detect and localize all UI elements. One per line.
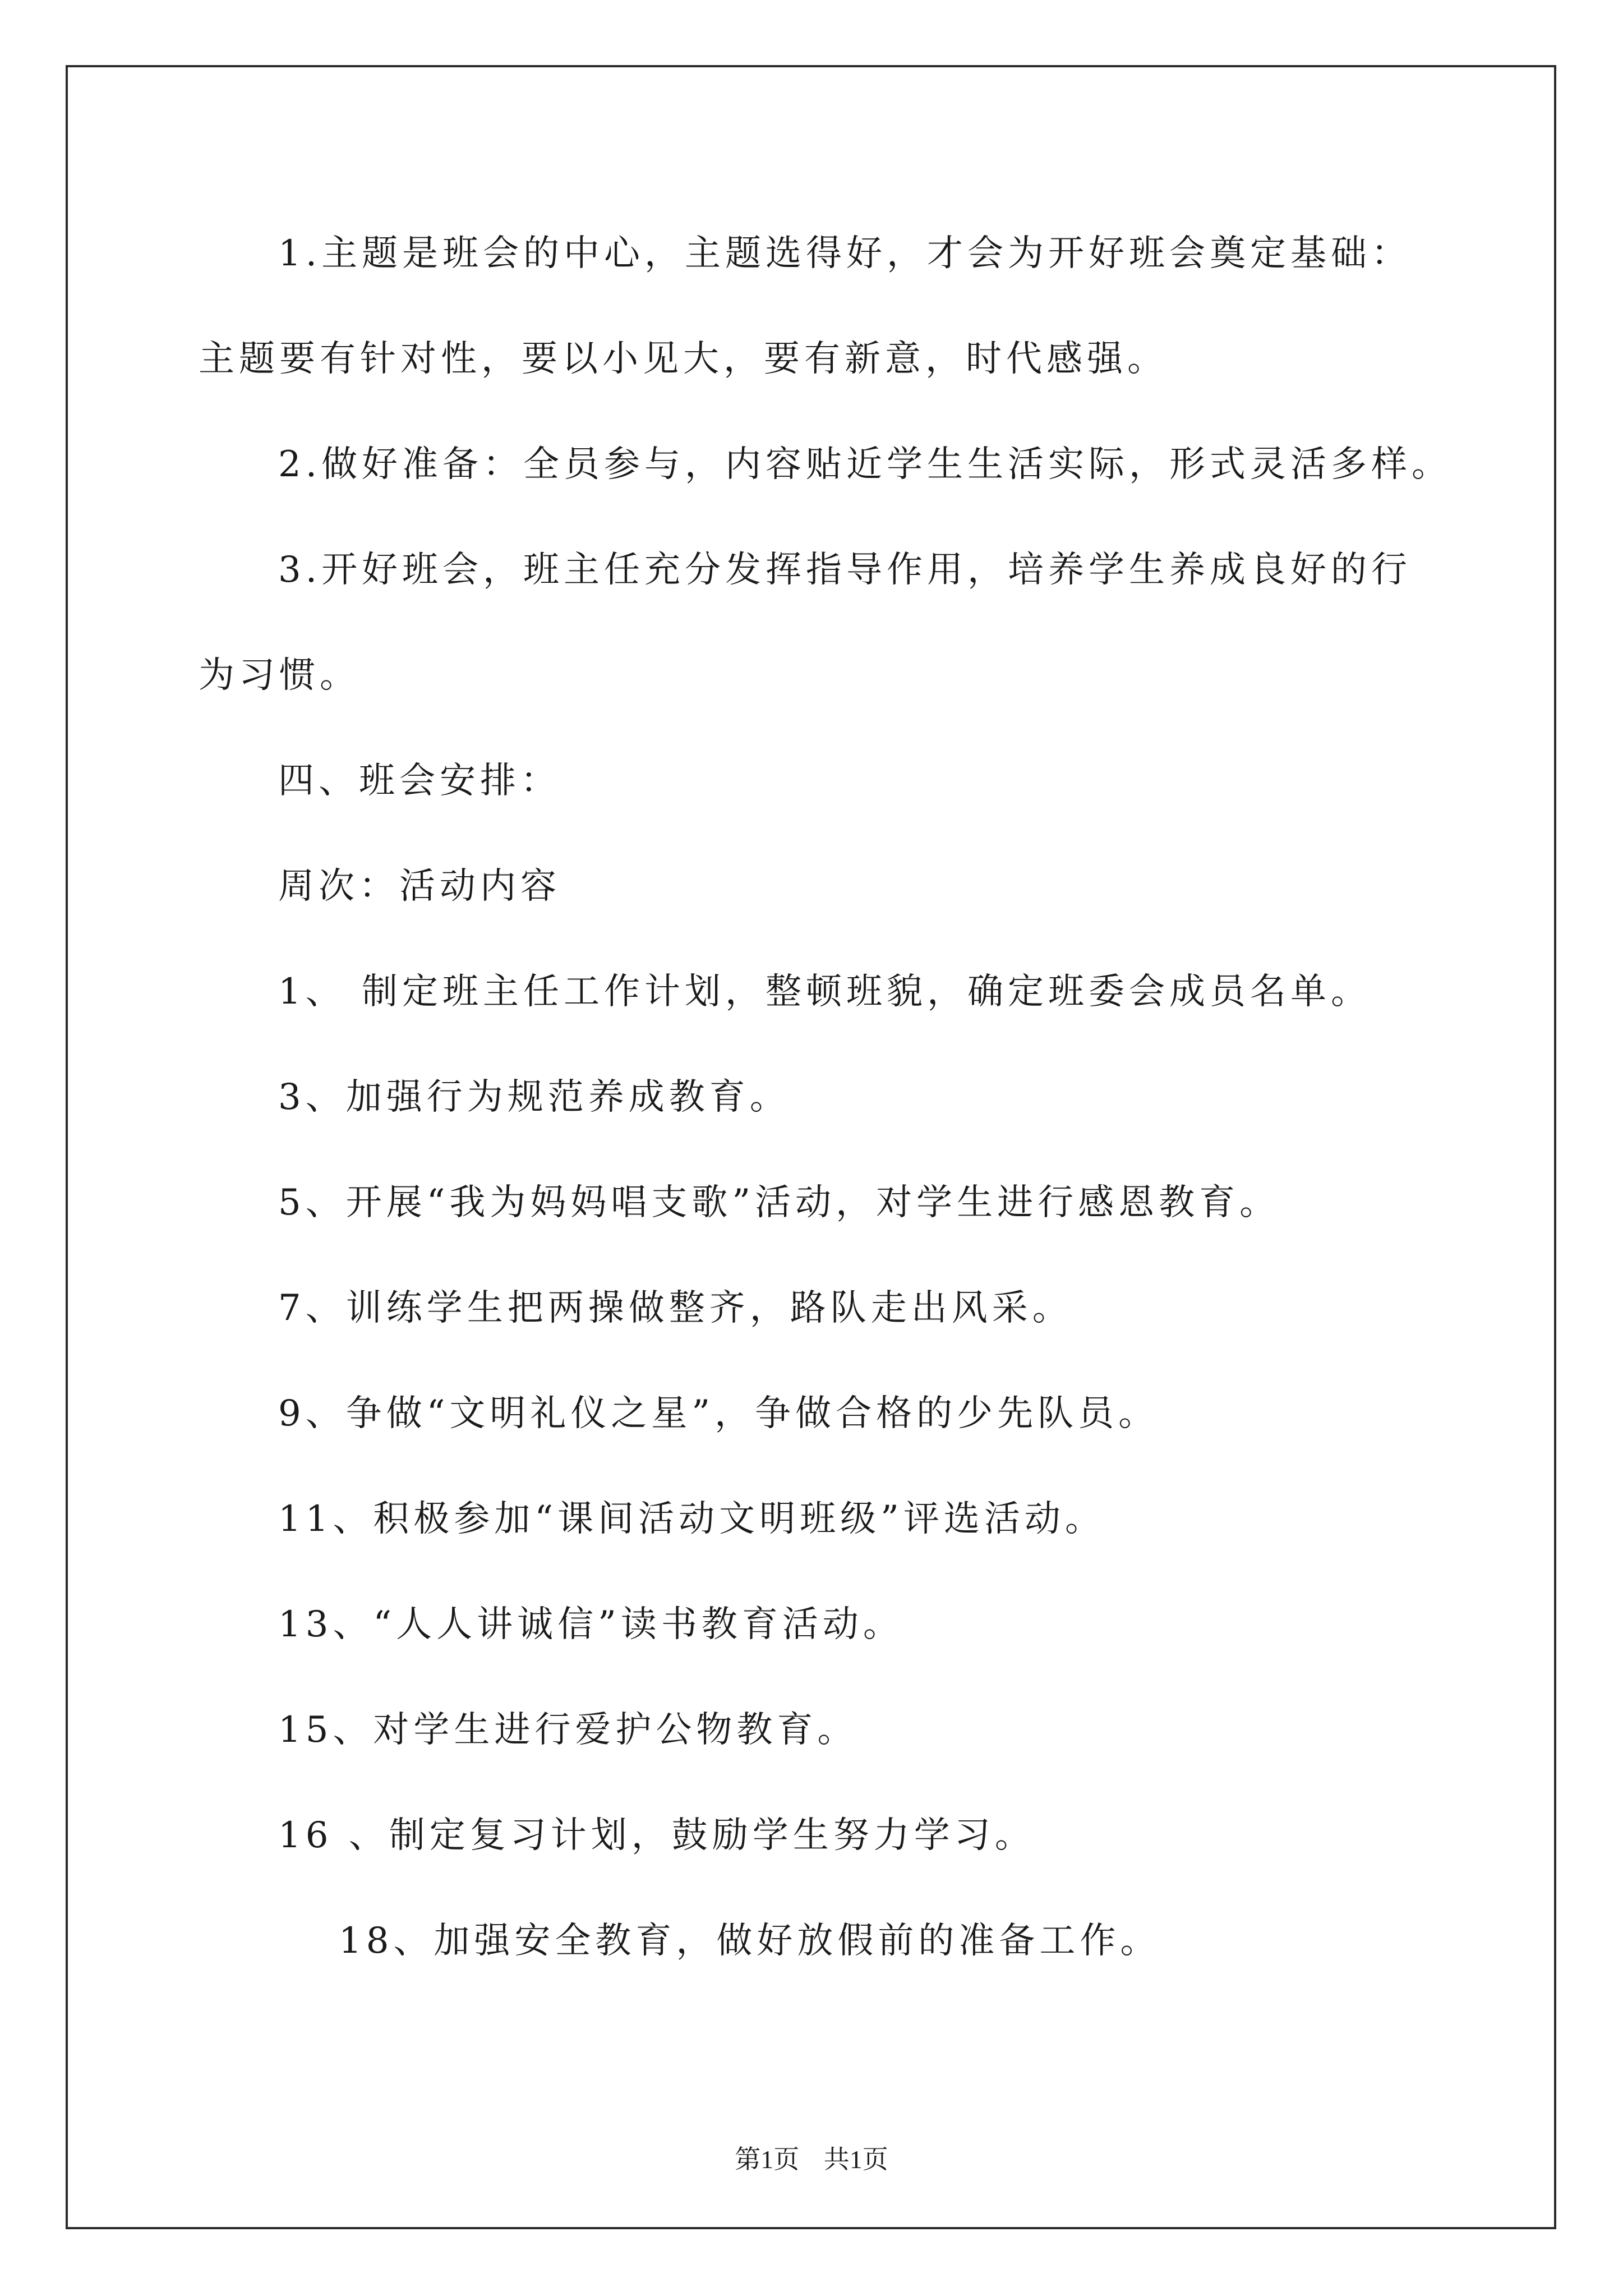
schedule-item: 18、加强安全教育，做好放假前的准备工作。	[339, 1920, 1161, 1962]
page-border	[66, 65, 1556, 2229]
page-number: 第1页	[735, 2145, 800, 2174]
schedule-item: 15、对学生进行爱护公物教育。	[278, 1709, 858, 1751]
schedule-item: 3、加强行为规范养成教育。	[278, 1076, 790, 1118]
page-total: 共1页	[823, 2145, 888, 2174]
paragraph-line: 主题要有针对性，要以小见大，要有新意，时代感强。	[199, 338, 1168, 380]
schedule-item: 1、 制定班主任工作计划，整顿班貌，确定班委会成员名单。	[278, 971, 1372, 1013]
paragraph-line: 3.开好班会，班主任充分发挥指导作用，培养学生养成良好的行	[278, 549, 1412, 591]
schedule-item: 11、积极参加“课间活动文明班级”评选活动。	[278, 1498, 1105, 1540]
schedule-item: 5、开展“我为妈妈唱支歌”活动，对学生进行感恩教育。	[278, 1182, 1280, 1223]
schedule-item: 13、“人人讲诚信”读书教育活动。	[278, 1604, 903, 1645]
paragraph-line: 2.做好准备：全员参与，内容贴近学生生活实际，形式灵活多样。	[278, 444, 1453, 485]
schedule-item: 7、训练学生把两操做整齐，路队走出风采。	[278, 1287, 1073, 1329]
section-heading: 四、班会安排：	[278, 760, 561, 802]
page-footer	[0, 2144, 1623, 2175]
paragraph-line: 1.主题是班会的中心，主题选得好，才会为开好班会奠定基础：	[278, 233, 1412, 274]
schedule-item: 16 、制定复习计划，鼓励学生努力学习。	[278, 1815, 1035, 1856]
schedule-item: 9、争做“文明礼仪之星”，争做合格的少先队员。	[278, 1393, 1159, 1434]
schedule-header: 周次：活动内容	[278, 866, 561, 907]
paragraph-line: 为习惯。	[199, 655, 360, 696]
